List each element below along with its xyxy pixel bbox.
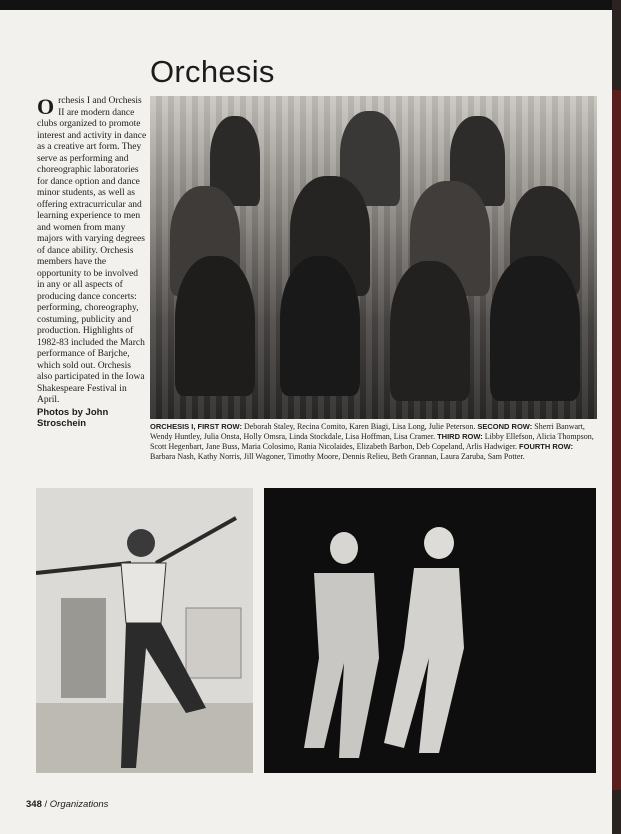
drop-cap: O — [37, 94, 55, 119]
page-edge — [612, 0, 621, 834]
body-text — [37, 96, 147, 430]
caption-label-1: ORCHESIS I, FIRST ROW: — [150, 422, 242, 431]
dancer-photo-left — [36, 488, 253, 773]
caption-label-3: THIRD ROW: — [437, 432, 483, 441]
page-number: 348 — [26, 799, 42, 810]
page-title: Orchesis — [150, 54, 275, 89]
caption-names-3: Libby Ellefson, Alicia Thompson, Scott Hegenbart, Jane Buss, Maria Colosimo, Rania Nicolaides, Elizabeth Barbon, Deb Copeland, Arlis Hadwiger. — [150, 432, 594, 451]
caption-label-2: SECOND ROW: — [477, 422, 533, 431]
caption-names-2: Sherri Banwart, Wendy Huntley, Julia Onsta, Holly Omsra, Linda Stockdale, Lisa Hoffman, Lisa Cramer. — [150, 422, 585, 441]
section-tab — [612, 90, 621, 790]
caption-label-4: FOURTH ROW: — [519, 442, 574, 451]
caption-names-1: Deborah Staley, Recina Comito, Karen Biagi, Lisa Long, Julie Peterson. — [243, 422, 476, 431]
top-edge — [0, 0, 621, 10]
dancer-photo-right — [264, 488, 596, 773]
body-paragraph: rchesis I and Orchesis II are modern dance clubs organized to promote interest and activity in dance as a creative art form. They serve as performing and choreographic laboratories for dance option and dance minor students, as well as offering extracurricular and learning experience to men and women from many majors with varying degrees of dance ability. Orchesis members have the opportunity to be involved in any or all aspects of producing dance concerts: performing, choreography, costuming, publicity and production. Highlights of 1982-83 included the March performance of Barjche, which sold out. Orchesis also participated in the Iowa Shakespeare Festival in April. — [37, 96, 147, 405]
photo-caption — [150, 422, 597, 462]
page-footer — [26, 799, 108, 810]
footer-separator: / — [41, 799, 50, 810]
caption-names-4: Barbara Nash, Kathy Norris, Jill Wagoner, Timothy Moore, Dennis Relieu, Beth Grannan, Laura Zaruba, Sam Potter. — [150, 452, 525, 461]
group-photo — [150, 96, 597, 419]
section-name: Organizations — [49, 799, 109, 810]
photo-credit: Photos by John Stroschein — [37, 406, 109, 429]
